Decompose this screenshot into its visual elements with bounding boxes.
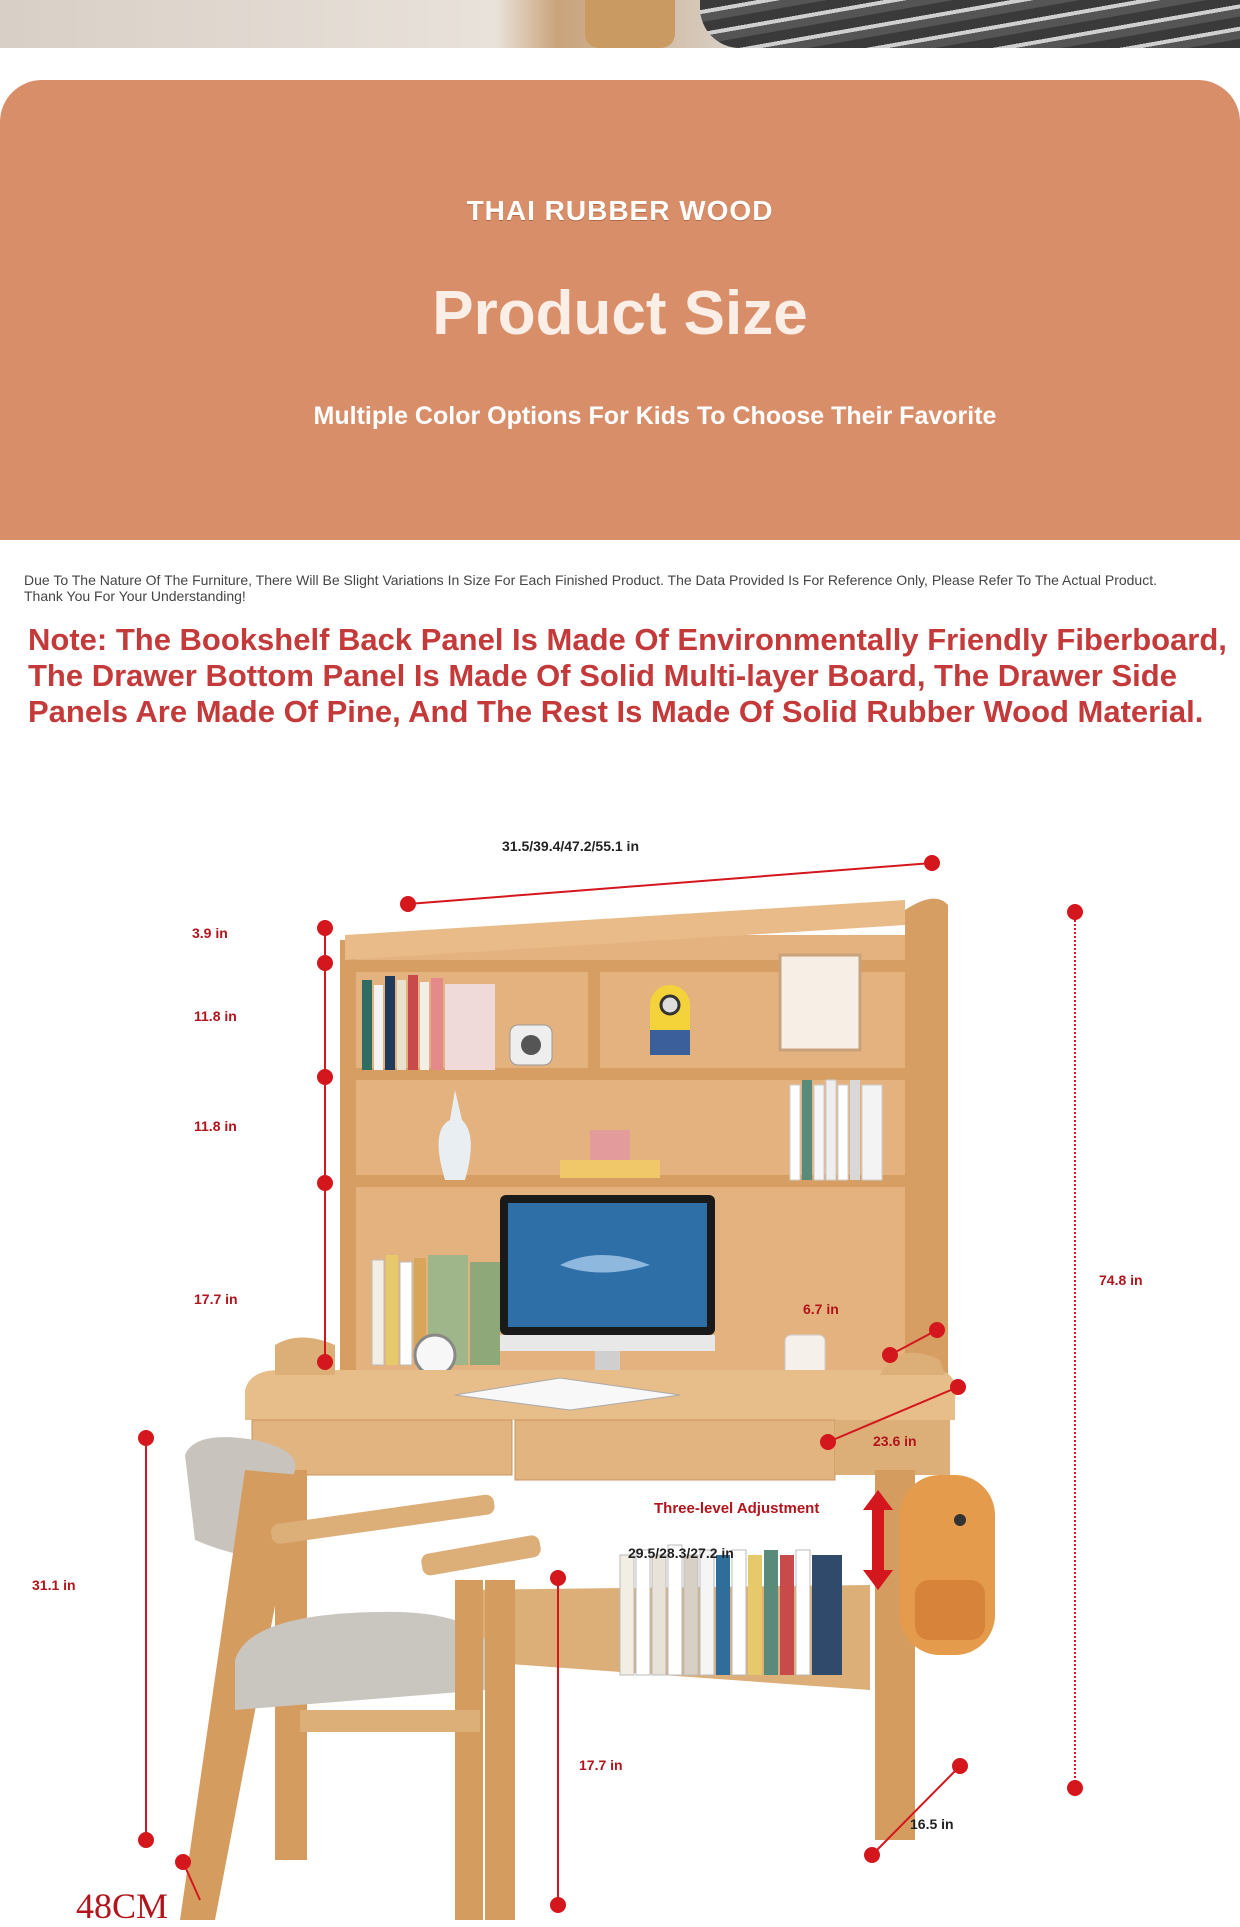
dimension-hutch-depth: 6.7 in — [803, 1301, 839, 1317]
dimension-desk-heights: 29.5/28.3/27.2 in — [628, 1545, 734, 1561]
rug-image — [700, 0, 1240, 48]
clock-icon — [415, 1335, 455, 1375]
dimension-top-gap: 3.9 in — [192, 925, 228, 941]
chair-width-cm: 48CM — [76, 1886, 169, 1926]
dimension-shelf-3: 17.7 in — [194, 1291, 238, 1307]
dimension-under-desk: 17.7 in — [579, 1757, 623, 1773]
top-photo-strip — [0, 0, 1240, 48]
monitor-icon — [500, 1195, 715, 1376]
dimension-base-depth: 16.5 in — [910, 1816, 954, 1832]
banner-kicker: THAI RUBBER WOOD — [466, 195, 774, 226]
desk-illustration — [0, 800, 1240, 1920]
adjustment-label: Three-level Adjustment — [654, 1500, 820, 1517]
dimension-width: 31.5/39.4/47.2/55.1 in — [502, 838, 639, 854]
size-disclaimer: Due To The Nature Of The Furniture, There Will Be Slight Variations In Size For Each Finished Product. The Data Provided Is For Reference Only, Please Refer To The Actual Product. Thank You For Your Understanding! — [24, 572, 1157, 604]
material-note: Note: The Bookshelf Back Panel Is Made Of Environmentally Friendly Fiberboard, The Drawer Bottom Panel Is Made Of Solid Multi-layer Board, The Drawer Side Panels Are Made Of Pine, And The Rest Is Made Of Solid Rubber Wood Material. — [28, 622, 1227, 729]
dimension-chair-height: 31.1 in — [32, 1577, 76, 1593]
banner-title: Product Size — [432, 279, 808, 348]
books-icon — [362, 975, 495, 1070]
header-banner — [0, 80, 1240, 540]
dimension-shelf-1: 11.8 in — [194, 1008, 237, 1024]
toy-figure-icon — [650, 985, 690, 1055]
dimension-desk-depth: 23.6 in — [873, 1433, 917, 1449]
banner-subtitle: Multiple Color Options For Kids To Choose Their Favorite — [313, 402, 997, 430]
dimension-shelf-2: 11.8 in — [194, 1118, 237, 1134]
picture-frame-icon — [780, 955, 860, 1050]
dimension-total-height: 74.8 in — [1099, 1272, 1143, 1288]
toy-blocks-icon — [560, 1160, 660, 1178]
chair-icon — [180, 1437, 542, 1920]
furniture-leg-image — [585, 0, 675, 48]
backpack-icon — [900, 1475, 995, 1655]
